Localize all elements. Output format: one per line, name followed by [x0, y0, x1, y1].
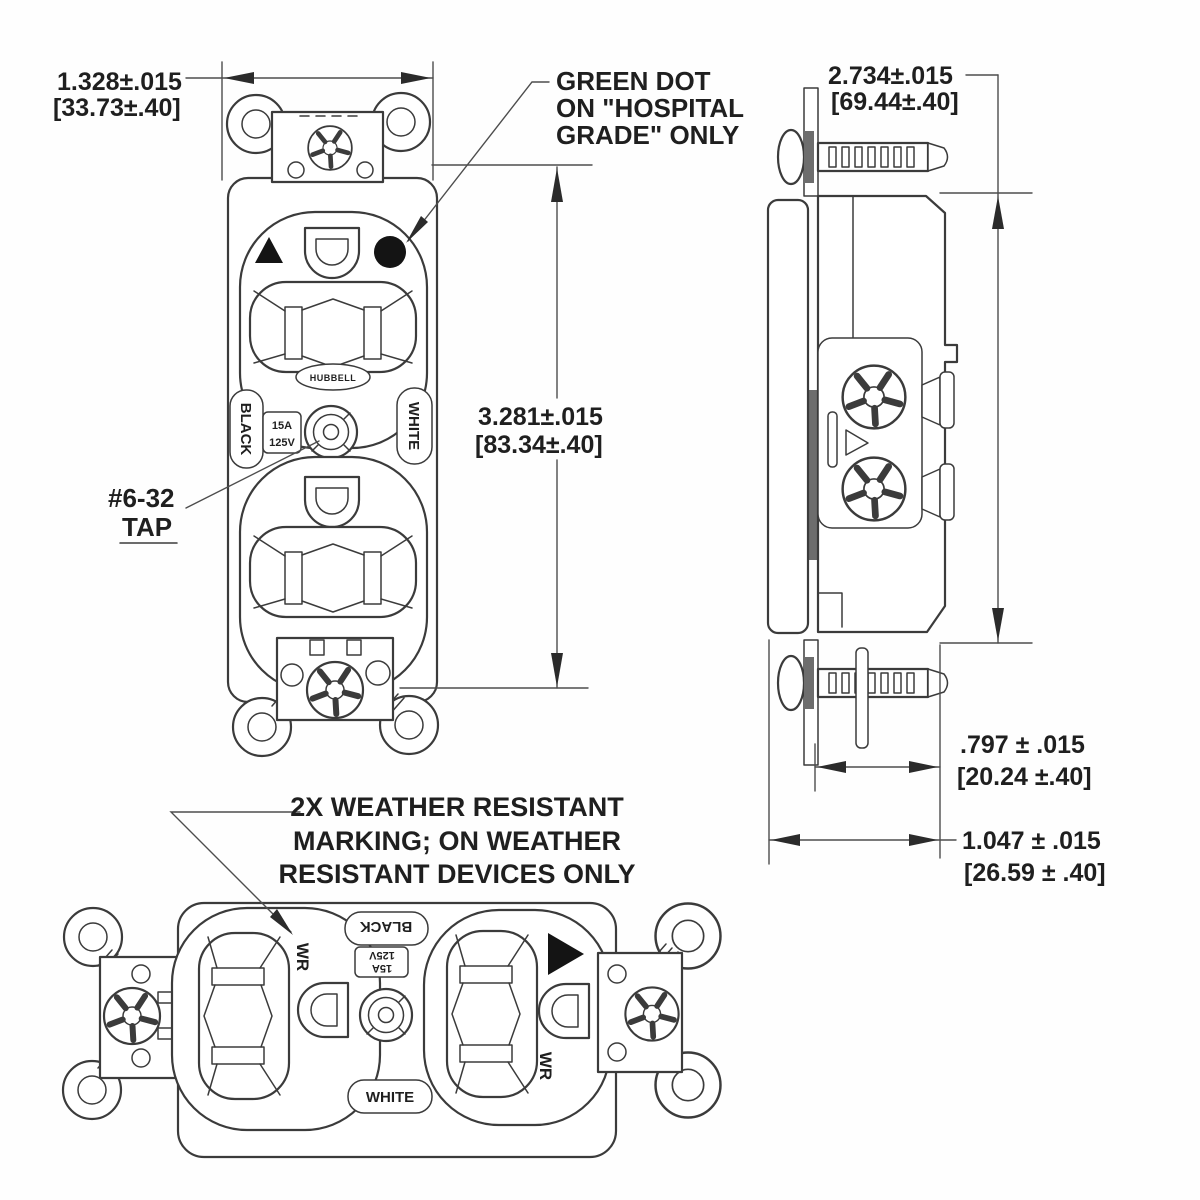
black-label: BLACK	[237, 402, 254, 456]
side-depth-mm: [20.24 ±.40]	[957, 763, 1092, 791]
side-view	[768, 62, 1106, 887]
volts-label: 125V	[369, 949, 395, 961]
blade-slots	[447, 931, 537, 1097]
terminal-screw-tip	[922, 469, 940, 517]
ground-slot	[298, 983, 348, 1037]
terminal-screw-icon	[843, 366, 906, 429]
center-screw-icon	[305, 406, 357, 458]
ground-slot	[539, 984, 589, 1038]
brand-label: HUBBELL	[309, 373, 357, 383]
side-overall-depth-mm: [26.59 ± .40]	[964, 859, 1106, 887]
wr-note-line3: RESISTANT DEVICES ONLY	[278, 859, 636, 889]
tap-note-line1: #6-32	[108, 483, 175, 513]
arrowhead-icon	[909, 834, 938, 846]
volts-label: 125V	[269, 437, 295, 449]
blade-slots	[250, 282, 416, 372]
front-width-mm: [33.73±.40]	[53, 94, 181, 122]
tap-note-line2: TAP	[122, 512, 173, 542]
green-dot-callout	[406, 66, 744, 243]
side-height-mm: [69.44±.40]	[831, 88, 959, 116]
screw-retainer	[856, 648, 868, 748]
bottom-right-outlet	[424, 910, 610, 1125]
front-width-inch: 1.328±.015	[57, 68, 182, 96]
face-slab	[768, 200, 808, 633]
green-dot-icon	[374, 236, 406, 268]
bottom-view	[63, 792, 720, 1157]
arrowhead-icon	[909, 761, 938, 773]
wr-marking: WR	[293, 942, 312, 972]
amps-label: 15A	[271, 420, 293, 432]
blade-slots	[250, 527, 416, 617]
side-depth-inch: .797 ± .015	[960, 731, 1085, 759]
blade-slots	[199, 933, 289, 1099]
wr-note-line2: MARKING; ON WEATHER	[293, 826, 621, 856]
front-device	[227, 93, 438, 756]
amps-label: 15A	[371, 962, 393, 974]
front-view	[53, 62, 744, 756]
arrowhead-icon	[551, 653, 563, 687]
arrowhead-icon	[401, 72, 431, 84]
wr-marking: WR	[536, 1051, 555, 1081]
terminal-screw-tip	[922, 377, 940, 425]
wr-note-line1: 2X WEATHER RESISTANT	[290, 792, 624, 822]
mounting-screw-icon	[104, 988, 160, 1044]
side-height-inch: 2.734±.015	[828, 62, 953, 90]
arrowhead-icon	[992, 196, 1004, 229]
arrowhead-icon	[551, 168, 563, 202]
front-height-inch: 3.281±.015	[478, 403, 603, 431]
ground-slot	[305, 477, 359, 527]
terminal-screw-icon	[843, 458, 906, 521]
mounting-screw-icon	[625, 987, 678, 1040]
white-label: WHITE	[365, 1089, 415, 1106]
terminal-screw-cap	[940, 464, 954, 520]
white-label: WHITE	[405, 401, 422, 451]
arrowhead-icon	[224, 72, 254, 84]
ground-slot	[305, 228, 359, 278]
side-overall-depth-inch: 1.047 ± .015	[962, 827, 1101, 855]
center-screw-icon	[360, 989, 412, 1041]
black-label: BLACK	[359, 918, 413, 935]
green-dot-note-line1: GREEN DOT	[556, 66, 711, 96]
arrowhead-icon	[817, 761, 846, 773]
mounting-screw-icon	[307, 662, 363, 718]
green-dot-note-line2: ON "HOSPITAL	[556, 93, 745, 123]
arrowhead-icon	[771, 834, 800, 846]
front-height-mm: [83.34±.40]	[475, 431, 603, 459]
green-dot-note-line3: GRADE" ONLY	[556, 120, 740, 150]
mounting-screw-icon	[308, 126, 352, 170]
arrowhead-icon	[992, 608, 1004, 641]
terminal-screw-cap	[940, 372, 954, 428]
